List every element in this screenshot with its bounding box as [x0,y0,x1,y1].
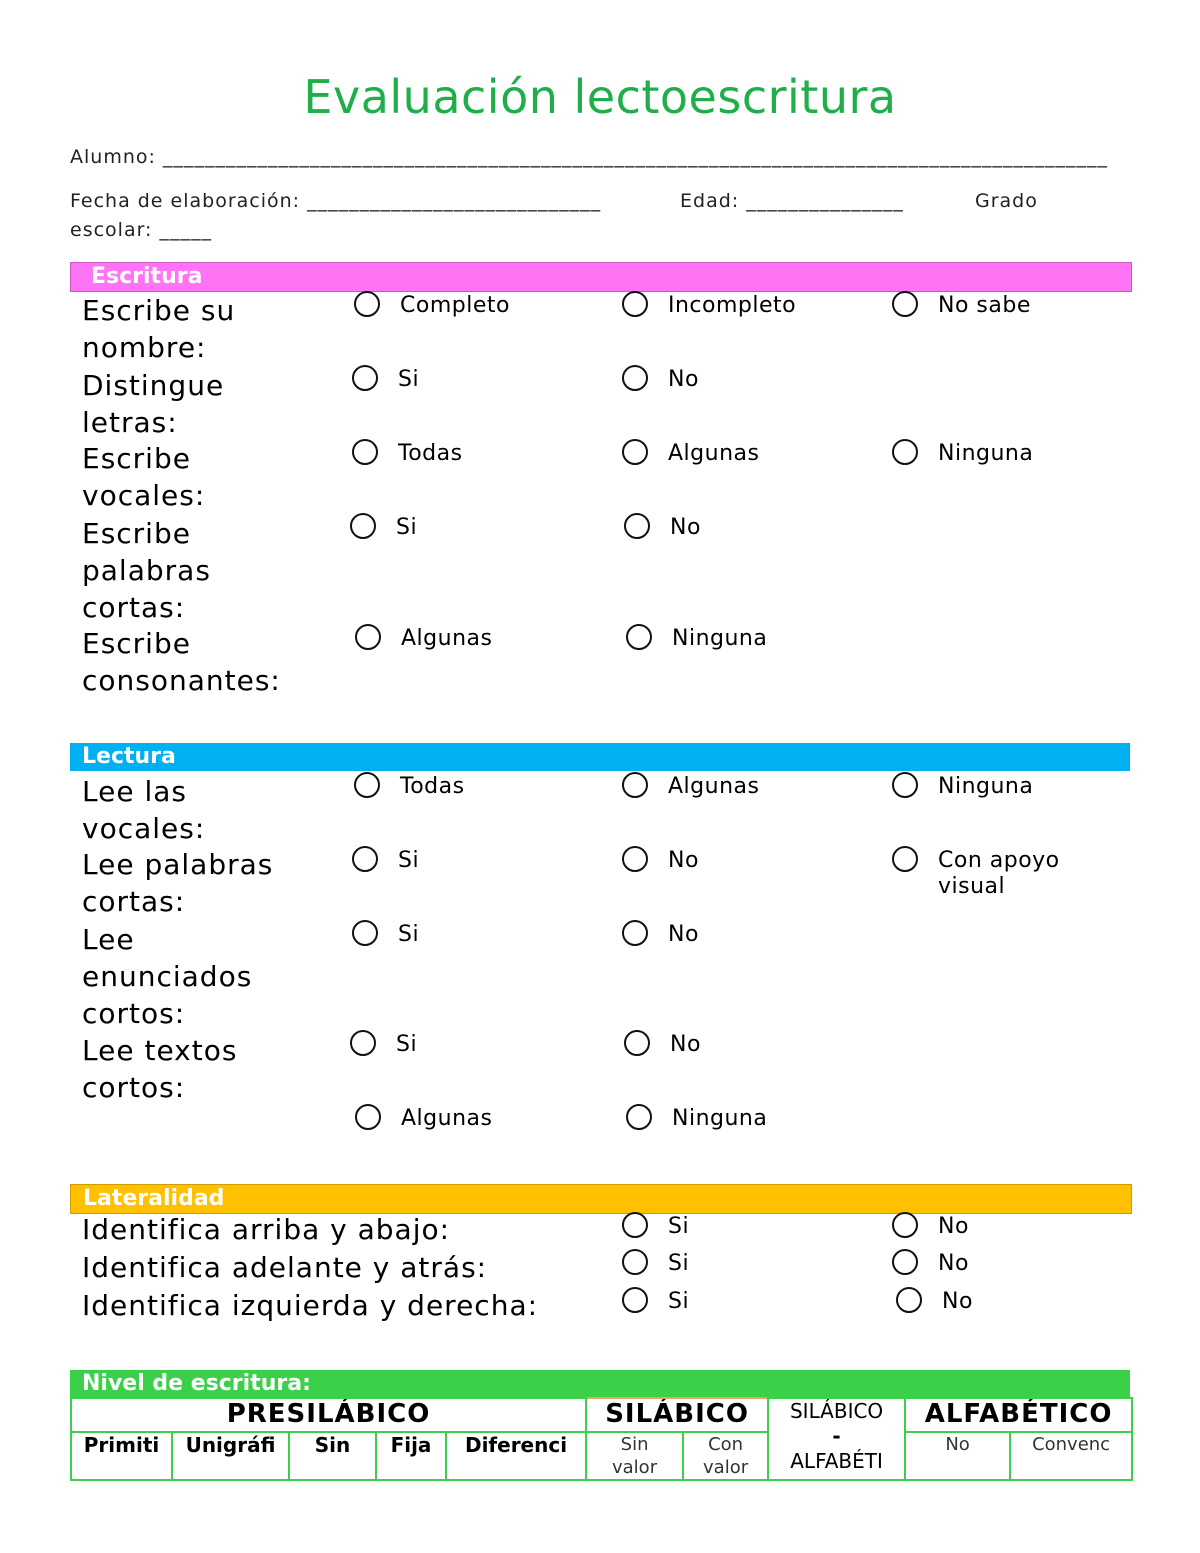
radio-option[interactable]: No sabe [892,293,1031,319]
radio-option[interactable]: No [624,1032,701,1058]
radio-option[interactable]: Algunas [355,626,492,652]
silabico-alfabetico-header: SILÁBICO - ALFABÉTI [768,1398,905,1480]
lectura-q3: Lee enunciados cortos: [82,923,253,1030]
radio-option[interactable]: Si [622,1214,689,1240]
radio-circle-icon [892,439,918,465]
escritura-q5: Escribe consonantes: [82,627,281,697]
radio-option[interactable]: No [622,367,699,393]
radio-option[interactable]: Todas [354,774,465,800]
radio-circle-icon [624,1030,650,1056]
radio-option[interactable]: Algunas [355,1106,492,1132]
escritura-q4: Escribe palabras cortas: [82,517,211,624]
radio-circle-icon [892,846,918,872]
lectura-q2: Lee palabras cortas: [82,848,274,918]
lectura-title: Lectura [82,744,176,769]
radio-circle-icon [892,772,918,798]
alfabetico-header: ALFABÉTICO [905,1398,1132,1432]
nivel-title: Nivel de escritura: [82,1371,311,1396]
lateralidad-q3: Identifica izquierda y derecha: [82,1289,539,1322]
radio-circle-icon [622,291,648,317]
radio-circle-icon [354,291,380,317]
presilabico-col[interactable]: Sin [289,1432,376,1480]
fecha-field[interactable]: Fecha de elaboración: ____________________________ [70,190,602,212]
radio-circle-icon [896,1287,922,1313]
grado-field[interactable]: escolar: _____ [70,219,212,241]
radio-option[interactable]: Incompleto [622,293,796,319]
escritura-q1: Escribe su nombre: [82,294,236,364]
radio-circle-icon [352,365,378,391]
radio-circle-icon [892,291,918,317]
radio-option[interactable]: Si [350,1032,417,1058]
radio-option[interactable]: Si [350,515,417,541]
radio-circle-icon [352,846,378,872]
nivel-header [70,1370,1130,1398]
radio-circle-icon [622,439,648,465]
presilabico-col[interactable]: Primiti [71,1432,172,1480]
silabico-header: SILÁBICO [586,1398,768,1432]
radio-circle-icon [892,1249,918,1275]
edad-field[interactable]: Edad: _______________ [680,190,904,212]
radio-circle-icon [622,1249,648,1275]
page-title: Evaluación lectoescritura [303,70,897,124]
radio-circle-icon [626,624,652,650]
radio-circle-icon [622,772,648,798]
alfabetico-col[interactable]: Convenc [1010,1432,1132,1480]
radio-circle-icon [622,1212,648,1238]
radio-option[interactable]: Con apoyo visual [892,848,1060,900]
silabico-col[interactable]: Con valor [683,1432,768,1480]
lateralidad-title: Lateralidad [83,1186,225,1211]
radio-option[interactable]: Si [352,922,419,948]
lectura-header [70,743,1130,771]
radio-circle-icon [892,1212,918,1238]
presilabico-col[interactable]: Fija [376,1432,446,1480]
lateralidad-q1: Identifica arriba y abajo: [82,1213,451,1246]
radio-circle-icon [624,513,650,539]
radio-circle-icon [352,920,378,946]
presilabico-col[interactable]: Unigráfi [172,1432,289,1480]
radio-circle-icon [622,365,648,391]
radio-circle-icon [352,439,378,465]
alfabetico-col[interactable]: No [905,1432,1010,1480]
radio-circle-icon [350,1030,376,1056]
radio-option[interactable]: Si [352,848,419,874]
escritura-q3: Escribe vocales: [82,442,206,512]
radio-option[interactable]: No [622,848,699,874]
radio-circle-icon [626,1104,652,1130]
radio-option[interactable]: Si [622,1251,689,1277]
radio-option[interactable]: No [896,1289,973,1315]
radio-option[interactable]: Si [622,1289,689,1315]
radio-option[interactable]: Ninguna [626,626,767,652]
radio-option[interactable]: Todas [352,441,463,467]
lateralidad-q2: Identifica adelante y atrás: [82,1251,488,1284]
escritura-header [70,262,1132,292]
radio-circle-icon [355,624,381,650]
radio-option[interactable]: Ninguna [626,1106,767,1132]
lectura-q1: Lee las vocales: [82,775,206,845]
escritura-q2: Distingue letras: [82,369,225,439]
radio-option[interactable]: Algunas [622,441,759,467]
silabico-col[interactable]: Sin valor [586,1432,683,1480]
radio-circle-icon [622,846,648,872]
radio-option[interactable]: Completo [354,293,510,319]
radio-option[interactable]: No [622,922,699,948]
radio-option[interactable]: Ninguna [892,441,1033,467]
lectura-q4: Lee textos cortos: [82,1034,238,1104]
radio-circle-icon [350,513,376,539]
radio-option[interactable]: No [892,1214,969,1240]
radio-option[interactable]: Ninguna [892,774,1033,800]
radio-circle-icon [622,920,648,946]
escritura-title: Escritura [91,264,203,289]
grado-label: Grado [975,190,1038,212]
radio-option[interactable]: Algunas [622,774,759,800]
radio-circle-icon [355,1104,381,1130]
radio-circle-icon [622,1287,648,1313]
nivel-table [70,1397,1133,1481]
radio-option[interactable]: Si [352,367,419,393]
presilabico-col[interactable]: Diferenci [446,1432,586,1480]
alumno-field[interactable]: Alumno: __________________________________________________________________________________________ [70,146,1108,168]
radio-option[interactable]: No [624,515,701,541]
lateralidad-header [70,1184,1132,1214]
presilabico-header: PRESILÁBICO [71,1398,586,1432]
radio-circle-icon [354,772,380,798]
radio-option[interactable]: No [892,1251,969,1277]
